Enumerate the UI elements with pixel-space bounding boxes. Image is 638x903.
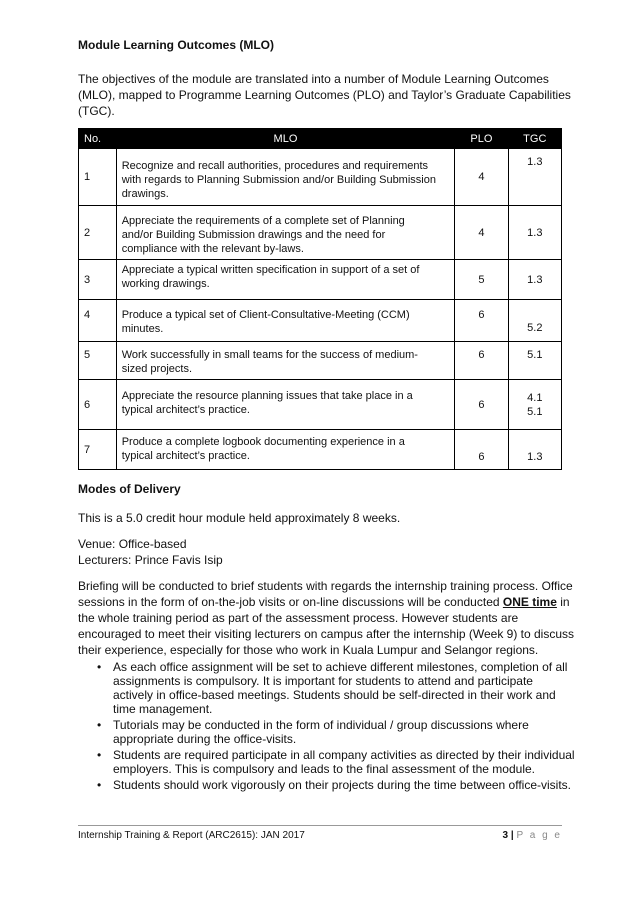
table-row [79, 380, 562, 430]
row-plo: 6 [455, 430, 508, 470]
bullet-icon: • [97, 660, 102, 674]
delivery-bullet-list [78, 660, 575, 794]
row-plo: 5 [455, 260, 508, 300]
footer-page-number: 3 | P a g e [502, 830, 562, 841]
header-tgc: TGC [508, 129, 561, 149]
row-mlo: Produce a typical set of Client-Consultative-Meeting (CCM) minutes. [116, 300, 455, 342]
row-no: 2 [79, 206, 117, 260]
list-item: • Tutorials may be conducted in the form of individual / group discussions where appropriate during the office-visits. [97, 718, 529, 746]
briefing-paragraph: Briefing will be conducted to brief students with regards the internship training process. Office sessions in the form of on-the-job visits or on-line discussions will be conducted ONE time in the whole training period as part of the assessment process. However students are encouraged to meet their visiting lecturers on campus after the internship (Week 9) to discuss their experience, especially for those who work in Kuala Lumpur and Selangor regions. [78, 579, 575, 657]
table-row [79, 342, 562, 380]
table-row [79, 260, 562, 300]
credit-text: This is a 5.0 credit hour module held approximately 8 weeks. [78, 511, 401, 525]
row-tgc: 5.1 [508, 342, 561, 380]
intro-line: The objectives of the module are translated into a number of Module Learning Outcomes [78, 72, 549, 86]
row-plo: 4 [455, 206, 508, 260]
footer-course-label: Internship Training & Report (ARC2615): JAN 2017 [78, 830, 305, 841]
row-tgc: 5.2 [508, 300, 561, 342]
row-mlo: Appreciate the requirements of a complete set of Planning and/or Building Submission drawings and the need for compliance with the relevant by-laws. [116, 206, 455, 260]
row-plo: 4 [455, 149, 508, 206]
list-item: • Students are required participate in all company activities as directed by their individual employers. This is compulsory and leads to the final assessment of the module. [97, 748, 575, 776]
list-item: • As each office assignment will be set to achieve different milestones, completion of all assignments is compulsory. It is important for students to attend and participate actively in office-based meetings. Students should be self-directed in their work and time management. [97, 660, 568, 716]
row-plo: 6 [455, 300, 508, 342]
delivery-heading: Modes of Delivery [78, 482, 181, 496]
row-tgc: 4.1 5.1 [508, 380, 561, 430]
row-tgc: 1.3 [508, 149, 561, 206]
footer-divider [78, 825, 562, 826]
row-mlo: Appreciate a typical written specification in support of a set of working drawings. [116, 260, 455, 300]
mlo-intro [78, 71, 571, 119]
header-no: No. [79, 129, 117, 149]
row-mlo: Recognize and recall authorities, procedures and requirements with regards to Planning Submission and/or Building Submission drawings. [116, 149, 455, 206]
row-mlo: Work successfully in small teams for the success of medium- sized projects. [116, 342, 455, 380]
intro-line: (MLO), mapped to Programme Learning Outcomes (PLO) and Taylor’s Graduate Capabilities [78, 88, 571, 102]
row-no: 7 [79, 430, 117, 470]
row-no: 1 [79, 149, 117, 206]
row-no: 6 [79, 380, 117, 430]
list-item: • Students should work vigorously on their projects during the time between office-visits. [97, 778, 572, 792]
intro-line: (TGC). [78, 104, 115, 118]
one-time-emphasis: ONE time [502, 595, 557, 609]
lecturers-text: Lecturers: Prince Favis Isip [78, 553, 223, 567]
mlo-heading: Module Learning Outcomes (MLO) [78, 38, 275, 52]
row-plo: 6 [455, 342, 508, 380]
row-mlo: Appreciate the resource planning issues that take place in a typical architect’s practice. [116, 380, 455, 430]
row-no: 4 [79, 300, 117, 342]
table-row [79, 430, 562, 470]
venue-block [78, 536, 562, 568]
table-row [79, 206, 562, 260]
table-row [79, 149, 562, 206]
table-row [79, 300, 562, 342]
row-tgc: 1.3 [508, 206, 561, 260]
table-header-row [79, 129, 562, 149]
row-plo: 6 [455, 380, 508, 430]
row-tgc: 1.3 [508, 430, 561, 470]
row-tgc: 1.3 [508, 260, 561, 300]
bullet-icon: • [97, 718, 102, 732]
venue-text: Venue: Office-based [78, 537, 187, 551]
header-mlo: MLO [116, 129, 455, 149]
bullet-icon: • [97, 778, 102, 792]
mlo-table [78, 128, 562, 470]
bullet-icon: • [97, 748, 102, 762]
row-no: 5 [79, 342, 117, 380]
header-plo: PLO [455, 129, 508, 149]
row-mlo: Produce a complete logbook documenting experience in a typical architect’s practice. [116, 430, 455, 470]
row-no: 3 [79, 260, 117, 300]
